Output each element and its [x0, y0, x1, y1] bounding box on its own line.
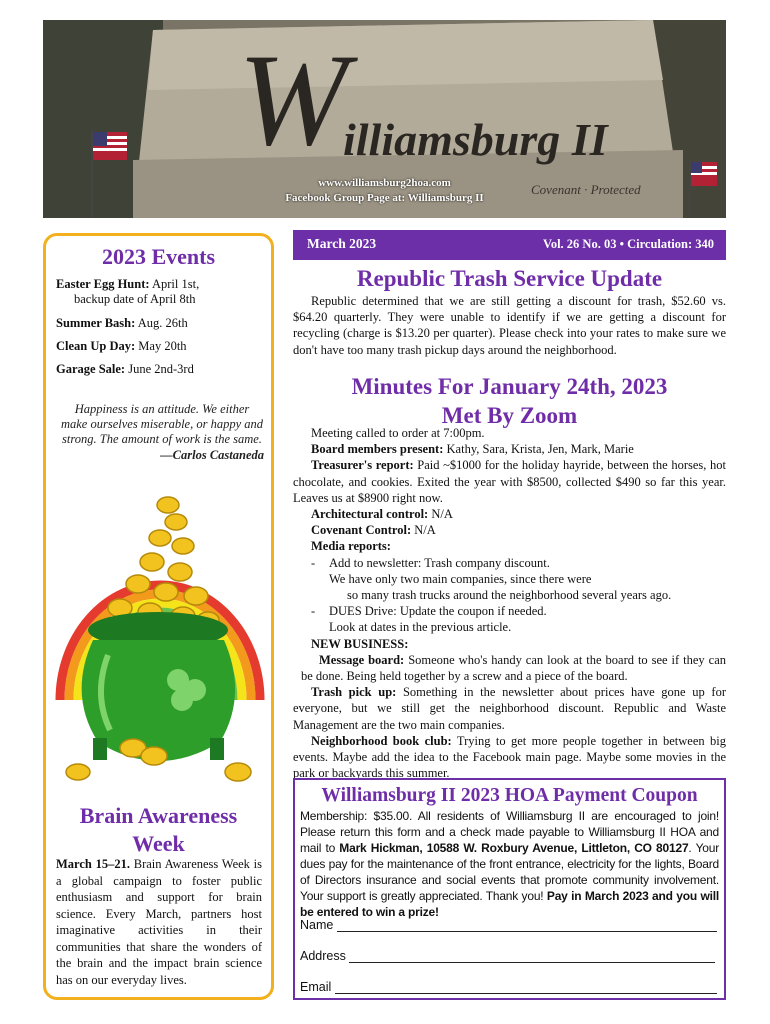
- coupon-name-field[interactable]: [337, 919, 717, 932]
- coupon-address-row: [300, 949, 715, 963]
- event-garage-sale: Garage Sale: June 2nd-3rd: [56, 362, 194, 376]
- issue-bar: [293, 230, 726, 260]
- quote-author: —Carlos Castaneda: [160, 448, 264, 462]
- event-easter: Easter Egg Hunt: April 1st,: [56, 277, 200, 291]
- minutes-new-business: NEW BUSINESS:: [311, 636, 409, 651]
- coupon-name-label: Name: [300, 918, 334, 932]
- trash-body: Republic determined that we are still getting a discount for trash, $52.60 vs. $64.20 quarterly. They were unable to identify if we are getting a discount for recycling (charge is $13.20 per quarter). Please check into your rates to make sure we don't have too many trash pickup days around the neighborhood.: [293, 294, 726, 357]
- pot-of-gold-illustration: [48, 480, 270, 790]
- brain-title: Brain Awareness Week: [79, 803, 238, 856]
- minutes-members: Board members present: Kathy, Sara, Krista, Jen, Mark, Marie: [311, 442, 634, 457]
- brain-body: March 15–21. Brain Awareness Week is a global campaign to foster public enthusiasm and support for brain science. Every March, partners host imaginative activities in their communities that share the wonders of the brain and the impact brain science has on our everyday lives.: [56, 857, 263, 987]
- coupon-address-label: Address: [300, 949, 346, 963]
- coupon-name-row: [300, 918, 717, 932]
- minutes-message-board: Message board: Someone who's handy can look at the board to see if they can be done. Being held together by a screw and a piece of the board.: [301, 652, 726, 684]
- minutes-book-club: Neighborhood book club: Trying to get more people together in between big events. Maybe add the idea to the Facebook main page. Maybe some movies in the park or backyards this summer.: [293, 733, 726, 781]
- minutes-trash-pickup: Trash pick up: Something in the newsletter about prices have gone up for everyone, but we still get the neighborhood discount. Republic and Waste Management are the two main companies.: [293, 685, 726, 732]
- minutes-title: Minutes For January 24th, 2023 Met By Zoom: [351, 374, 668, 428]
- events-title: 2023 Events: [101, 244, 216, 269]
- coupon-email-row: [300, 980, 717, 994]
- coupon-email-label: Email: [300, 980, 332, 994]
- minutes-covenant: Covenant Control: N/A: [311, 523, 436, 538]
- quote: Happiness is an attitude. We either make ourselves miserable, or happy and strong. The amount of work is the same.: [60, 402, 264, 446]
- minutes-media-item-1: - Add to newsletter: Trash company discount. We have only two main companies, since there were so many trash trucks around the neighborhood several years ago.: [311, 555, 672, 603]
- event-clean-up: Clean Up Day: May 20th: [56, 339, 187, 353]
- website-url[interactable]: www.williamsburg2hoa.com: [318, 177, 451, 189]
- issue-month: March 2023: [307, 236, 377, 251]
- coupon-text: Membership: $35.00. All residents of Williamsburg II are encouraged to join! Please return this form and a check made payable to Williamsburg II HOA and mail to Mark Hickman, 10588 W. Roxbury Avenue, Littleton, CO 80127. Your dues pay for the maintenance of the front entrance, electricity for the lights, Board of Directors insurance and social events that promote community involvement. Your support is greatly appreciated. Thank you! Pay in March 2023 and you will be entered to win a prize!: [300, 809, 720, 919]
- coupon-address-field[interactable]: [349, 950, 715, 963]
- facebook-group[interactable]: Facebook Group Page at: Williamsburg II: [285, 192, 484, 204]
- minutes-treasurer: Treasurer's report: Paid ~$1000 for the holiday hayride, between the horses, hot chocolate, and cookies. Exited the year with $8500, collected $490 so far this year. Leaves us at $8900 right now.: [293, 458, 726, 505]
- minutes-media-item-2: - DUES Drive: Update the coupon if needed. Look at dates in the previous article.: [311, 604, 547, 635]
- issue-volume: Vol. 26 No. 03 • Circulation: 340: [542, 237, 714, 251]
- minutes-media-label: Media reports:: [311, 539, 391, 554]
- minutes-arch: Architectural control: N/A: [311, 507, 453, 522]
- minutes-body: [293, 425, 726, 781]
- logo-initial: W: [238, 26, 348, 173]
- event-summer-bash: Summer Bash: Aug. 26th: [56, 316, 188, 330]
- logo-text: illiamsburg II: [343, 114, 608, 165]
- header-banner: [43, 20, 726, 218]
- plaque-text: Covenant · Protected: [531, 182, 641, 197]
- trash-title: Republic Trash Service Update: [356, 266, 663, 291]
- minutes-called: Meeting called to order at 7:00pm.: [311, 426, 485, 440]
- event-easter-backup: backup date of April 8th: [74, 292, 196, 306]
- coupon-title: Williamsburg II 2023 HOA Payment Coupon: [321, 785, 698, 806]
- coupon-email-field[interactable]: [335, 981, 717, 994]
